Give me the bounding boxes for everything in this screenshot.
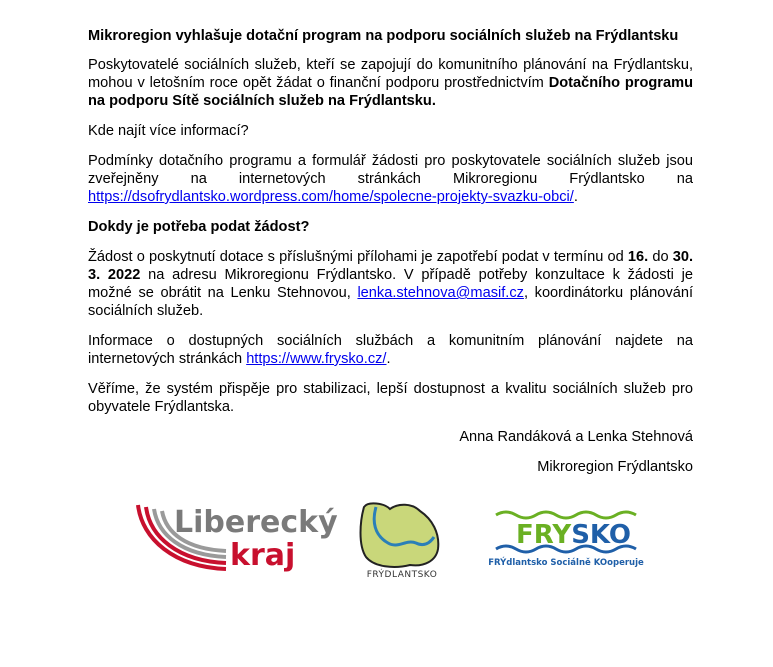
- page-title: Mikroregion vyhlašuje dotační program na podporu sociálních služeb na Frýdlantsku: [88, 28, 679, 44]
- document-body: [88, 27, 693, 488]
- date-to: 30. 3. 2022: [88, 249, 694, 283]
- liberec-text-1: Liberecký: [174, 505, 338, 540]
- question-more-info: Kde najít více informací?: [88, 123, 249, 139]
- program-name: Dotačního programu na podporu Sítě sociálních služeb na Frýdlantsku.: [88, 75, 693, 109]
- dso-link[interactable]: https://dsofrydlantsko.wordpress.com/home/spolecne-projekty-svazku-obci/: [88, 189, 574, 205]
- liberec-text-2: kraj: [230, 538, 296, 573]
- conditions-period: .: [573, 189, 578, 205]
- conditions-text: Podmínky dotačního programu a formulář žádosti pro poskytovatele sociálních služeb jsou zveřejněny na internetových stránkách Mikroregionu Frýdlantsko na: [88, 153, 693, 187]
- logos-row: [0, 495, 773, 585]
- deadline-text-1: Žádost o poskytnutí dotace s příslušnými přílohami je zapotřebí podat v termínu od: [88, 249, 628, 265]
- conditions-paragraph: [88, 152, 693, 206]
- question-deadline-text: Dokdy je potřeba podat žádost?: [88, 219, 310, 235]
- frydlantsko-logo: [354, 499, 450, 579]
- intro-paragraph: [88, 56, 693, 110]
- frysko-fry: FRY: [516, 520, 572, 550]
- liberecky-kraj-logo: [134, 499, 338, 575]
- email-link[interactable]: lenka.stehnova@masif.cz: [357, 285, 524, 301]
- frysko-sko: SKO: [571, 520, 631, 550]
- info-period: .: [386, 351, 391, 367]
- deadline-text-2: do: [648, 249, 673, 265]
- signature-org: Mikroregion Frýdlantsko: [537, 459, 693, 475]
- frysko-link[interactable]: https://www.frysko.cz/: [246, 351, 387, 367]
- frysko-logo: [488, 509, 644, 571]
- info-text: Informace o dostupných sociálních službách a komunitním plánování najdete na internetových stránkách: [88, 333, 693, 367]
- info-paragraph: [88, 332, 693, 368]
- frydlantsko-region-shape-icon: [361, 503, 439, 567]
- closing-paragraph: Věříme, že systém přispěje pro stabilizaci, lepší dostupnost a kvalitu sociálních služeb pro obyvatele Frýdlantska.: [88, 381, 693, 415]
- intro-text: Poskytovatelé sociálních služeb, kteří se zapojují do komunitního plánování na Frýdlantsku, mohou v letošním roce opět žádat o finanční podporu prostřednictvím: [88, 57, 693, 91]
- deadline-text-4: , koordinátorku plánování sociálních služeb.: [88, 285, 693, 319]
- frydlantsko-text: FRÝDLANTSKO: [366, 570, 438, 580]
- date-from: 16.: [627, 249, 649, 265]
- deadline-paragraph: [88, 248, 693, 320]
- frysko-green-wave-icon: [496, 512, 636, 518]
- signature-names: Anna Randáková a Lenka Stehnová: [459, 429, 693, 445]
- frysko-tagline: FRÝdlantsko Sociálně KOoperuje: [488, 558, 644, 568]
- question-deadline: [88, 218, 693, 236]
- frysko-title: [516, 520, 631, 550]
- deadline-text-3: na adresu Mikroregionu Frýdlantsko. V případě potřeby konzultace k žádosti je možné se obrátit na Lenku Stehnovou,: [88, 267, 693, 301]
